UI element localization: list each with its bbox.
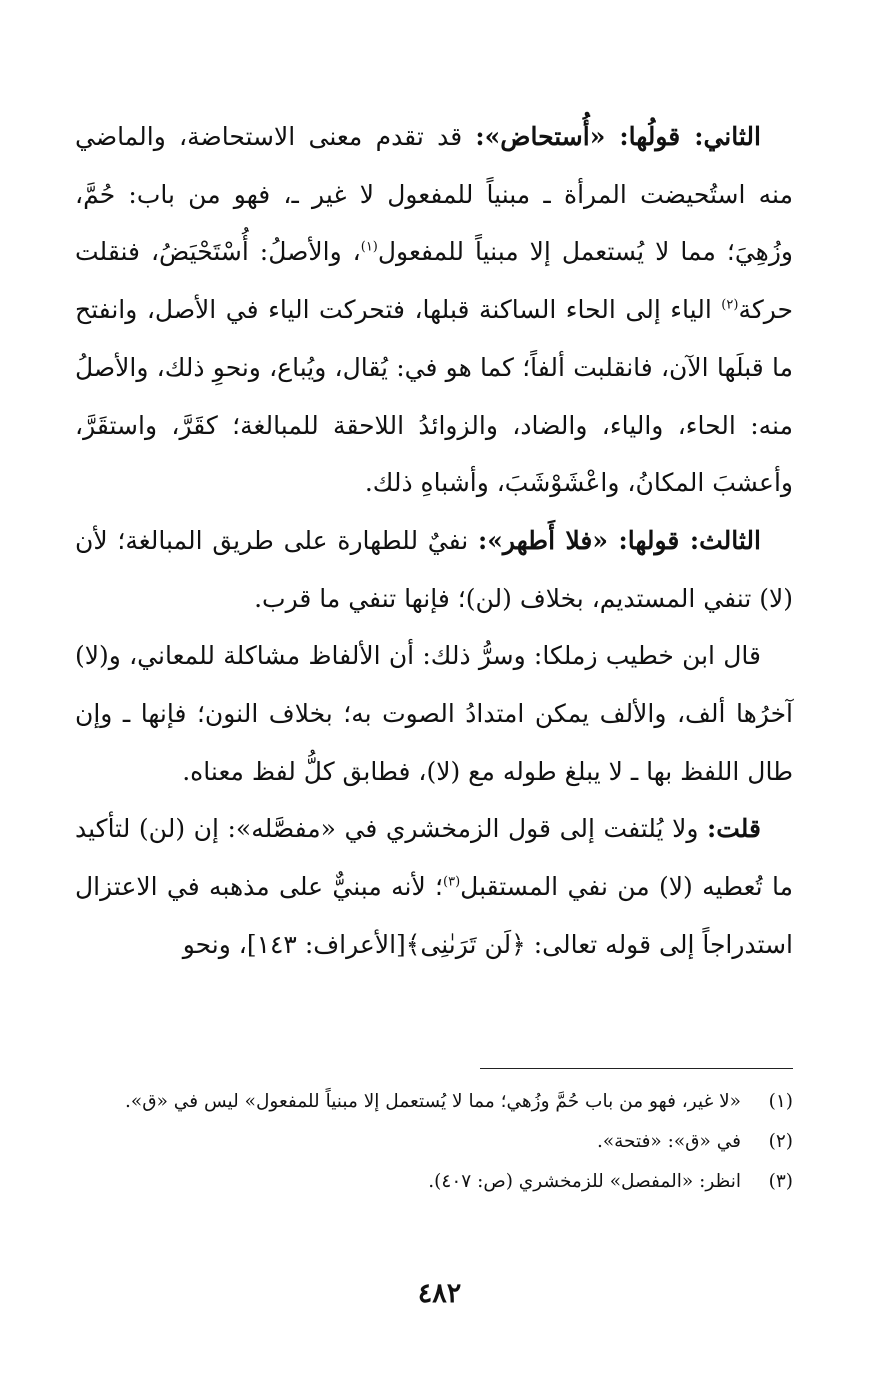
paragraph-lead: الثالث: قولها: «فلا أَطهر»: bbox=[478, 525, 761, 555]
paragraph-text-continued: ، والأصلُ: أُسْتَحْيَضُ، فنقلت حركة bbox=[75, 237, 793, 325]
paragraph-text: ولا يُلتفت إلى قول الزمخشري في «مفصَّله»: إن (لن) لتأكيد ما تُعطيه (لا) من نفي المستقبل bbox=[75, 814, 793, 902]
paragraph-text: قد تقدم معنى الاستحاضة، والماضي منه استُحيضت المرأة ـ مبنياً للمفعول لا غير ـ، فهو من باب: حُمَّ، وزُهِيَ؛ مما لا يُستعمل إلا مبنياً للمفعول bbox=[75, 122, 793, 267]
footnote-text: في «ق»: «فتحة». bbox=[596, 1131, 741, 1152]
paragraph-text-continued: الياء إلى الحاء الساكنة قبلها، فتحركت الياء في الأصل، وانفتح ما قبلَها الآن، فانقلبت ألفاً؛ كما هو في: يُقال، ويُباع، ونحوِ ذلك، والأصلُ منه: الحاء، والياء، والضاد، والزوائدُ اللاحقة للمبالغة؛ كقَرَّ، واستقَرَّ، وأعشبَ المكانُ، واعْشَوْشَبَ، وأشباهِ ذلك. bbox=[75, 295, 793, 498]
footnotes bbox=[75, 1082, 793, 1202]
footnote-separator bbox=[480, 1068, 793, 1069]
paragraph-text-continued: ؛ لأنه مبنيٌّ على مذهبه في الاعتزال استدراجاً إلى قوله تعالى: ﴿لَن تَرَىٰنِى﴾[الأعراف: ١٤٣]، ونحو bbox=[75, 872, 793, 959]
paragraph-qultu bbox=[75, 800, 793, 973]
main-text bbox=[75, 108, 793, 974]
footnote-item bbox=[75, 1122, 793, 1162]
paragraph-second bbox=[75, 108, 793, 512]
footnote-item bbox=[75, 1082, 793, 1122]
paragraph-quote bbox=[75, 627, 793, 800]
paragraph-lead: قلت: bbox=[706, 814, 761, 844]
footnote-ref-3[interactable]: (٣) bbox=[443, 874, 461, 890]
paragraph-text: قال ابن خطيب زملكا: وسرُّ ذلك: أن الألفاظ مشاكلة للمعاني، و(لا) آخرُها ألف، والألف يمكن امتدادُ الصوت به؛ بخلاف النون؛ فإنها ـ وإن طال اللفظ بها ـ لا يبلغ طوله مع (لا)، فطابق كلُّ لفظ معناه. bbox=[75, 641, 793, 786]
page-number: ٤٨٢ bbox=[417, 1278, 462, 1309]
paragraph-text: نفيٌ للطهارة على طريق المبالغة؛ لأن (لا) تنفي المستديم، بخلاف (لن)؛ فإنها تنفي ما قرب. bbox=[75, 525, 793, 613]
footnote-number: (٢) bbox=[768, 1131, 793, 1152]
footnote-ref-1[interactable]: (١) bbox=[360, 240, 378, 256]
footnote-number: (٣) bbox=[768, 1171, 793, 1192]
footnote-ref-2[interactable]: (٢) bbox=[721, 297, 739, 313]
footnote-text: انظر: «المفصل» للزمخشري (ص: ٤٠٧). bbox=[428, 1171, 741, 1192]
paragraph-lead: الثاني: قولُها: «أُستحاض»: bbox=[475, 122, 761, 151]
footnote-item bbox=[75, 1162, 793, 1202]
footnote-text: «لا غير، فهو من باب حُمَّ وزُهي؛ مما لا يُستعمل إلا مبنياً للمفعول» ليس في «ق». bbox=[125, 1091, 741, 1112]
paragraph-third bbox=[75, 512, 793, 627]
footnote-number: (١) bbox=[768, 1091, 793, 1112]
